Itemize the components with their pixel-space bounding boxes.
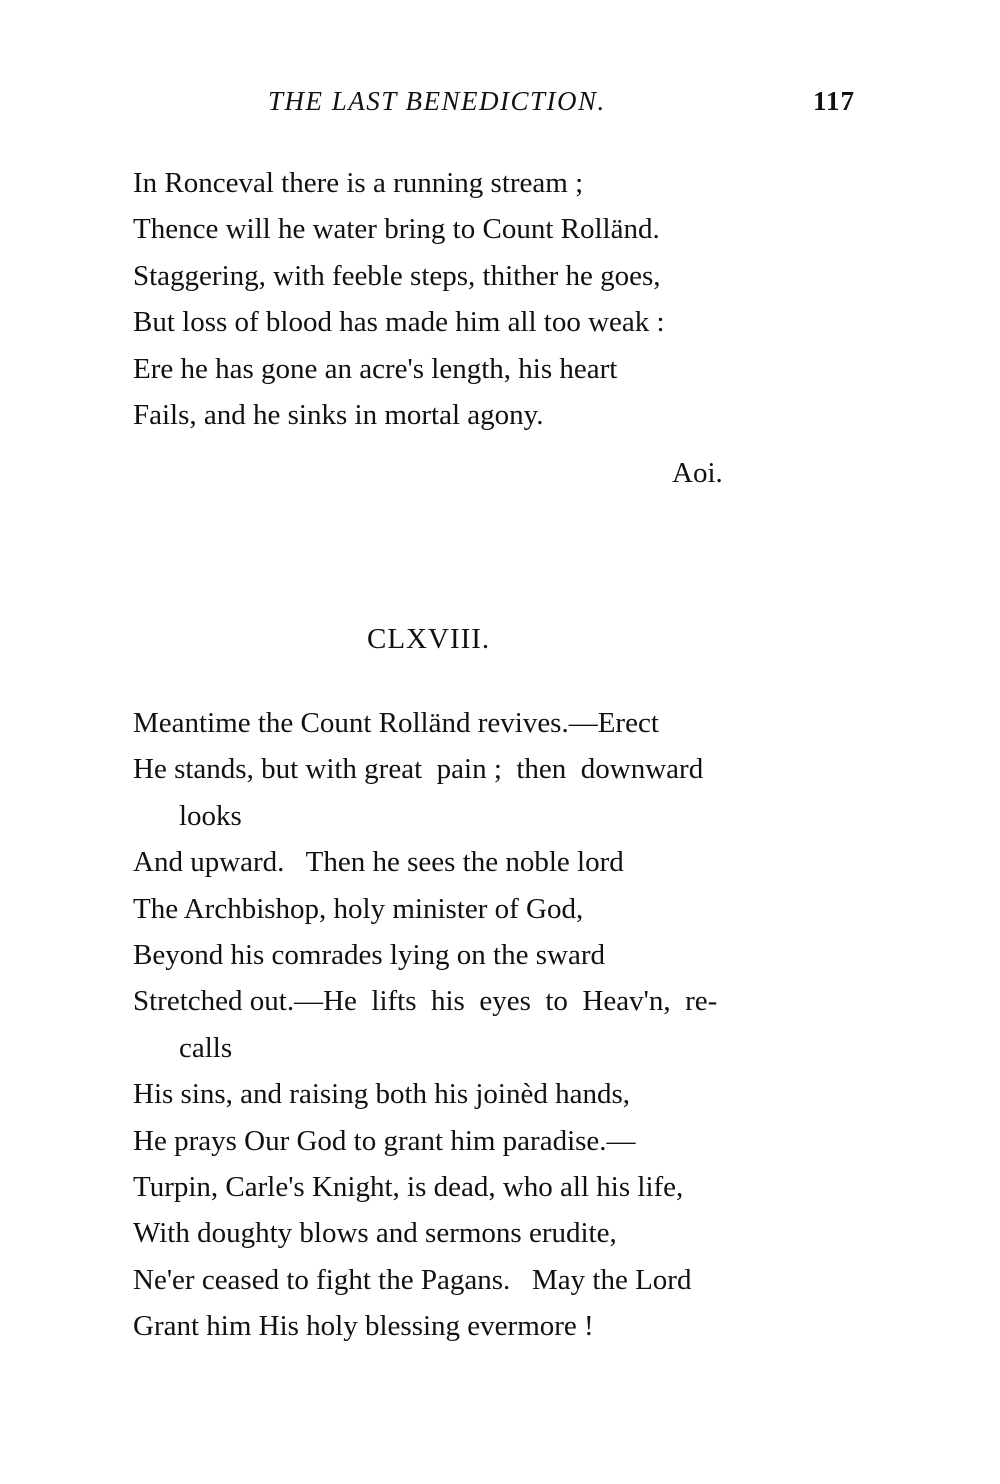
verse-line: With doughty blows and sermons erudite, [133, 1217, 617, 1250]
verse-line: Ne'er ceased to fight the Pagans. May the Lord [133, 1263, 692, 1296]
verse-line: Ere he has gone an acre's length, his heart [133, 352, 618, 385]
verse-line: The Archbishop, holy minister of God, [133, 892, 584, 925]
verse-line: He prays Our God to grant him paradise.— [133, 1124, 636, 1157]
section-heading: CLXVIII. [367, 623, 491, 655]
verse-line: Fails, and he sinks in mortal agony. [133, 399, 544, 432]
verse-line: Staggering, with feeble steps, thither he goes, [133, 259, 661, 292]
stanza-2 [133, 700, 717, 1350]
verse-line: But loss of blood has made him all too weak : [133, 306, 665, 339]
verse-line-continuation: looks [179, 799, 242, 832]
verse-line: Beyond his comrades lying on the sward [133, 939, 605, 972]
page-number: 117 [813, 86, 856, 116]
verse-line: In Ronceval there is a running stream ; [133, 167, 584, 199]
verse-line: His sins, and raising both his joinèd hands, [133, 1078, 631, 1111]
refrain-aoi: Aoi. [672, 457, 723, 489]
verse-line: Meantime the Count Rolländ revives.—Erect [133, 707, 659, 739]
verse-line: And upward. Then he sees the noble lord [133, 846, 624, 879]
verse-line: Stretched out.—He lifts his eyes to Heav'n, re- [133, 985, 718, 1018]
verse-line-continuation: calls [179, 1031, 233, 1064]
verse-line: Thence will he water bring to Count Rolländ. [133, 213, 660, 246]
running-header: THE LAST BENEDICTION. [268, 86, 606, 116]
verse-line: Grant him His holy blessing evermore ! [133, 1310, 594, 1343]
stanza-1 [133, 160, 665, 438]
verse-line: Turpin, Carle's Knight, is dead, who all his life, [133, 1171, 684, 1204]
verse-line: He stands, but with great pain ; then downward [133, 753, 704, 786]
